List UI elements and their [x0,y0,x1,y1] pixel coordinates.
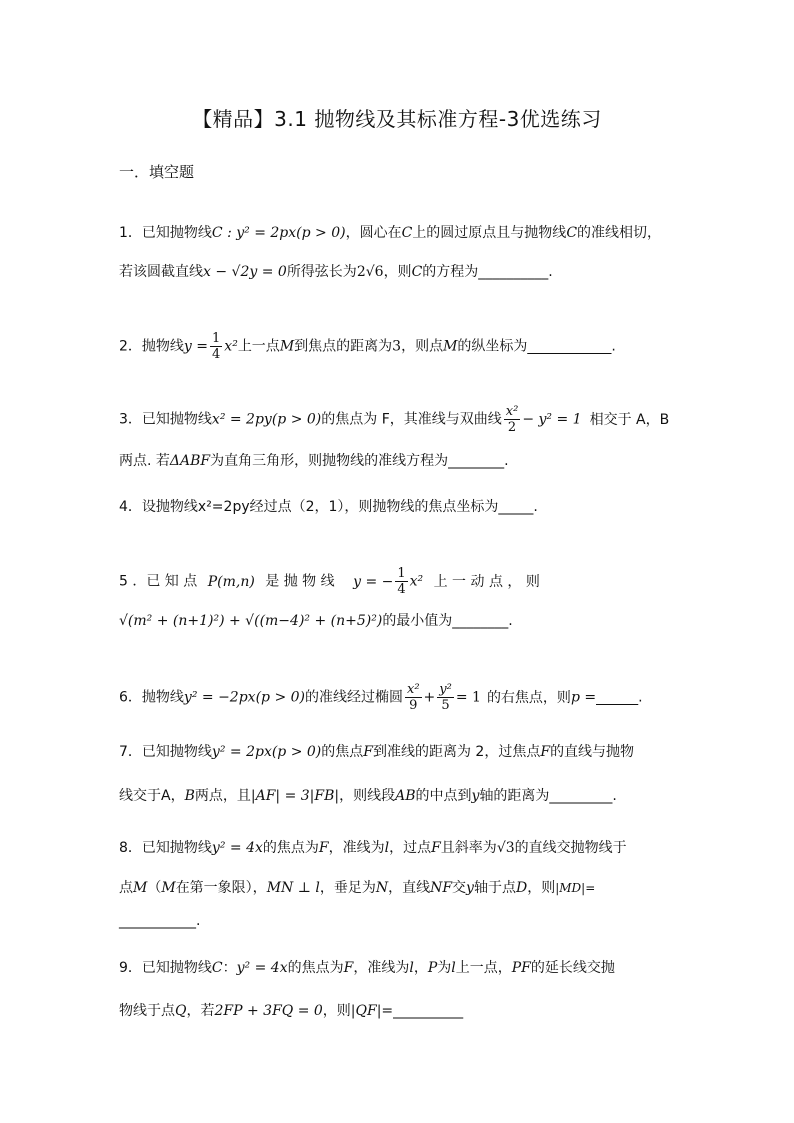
q5-point: P(m,n) [207,573,255,590]
q9-symbol: Q [175,1003,187,1019]
q2-eq-lhs: y = [183,338,209,355]
q6-p: p = [570,689,597,706]
question-1-line-2 [119,262,553,282]
q5-expression: √(m² + (n+1)²) + √((m−4)² + (n+5)²) [119,613,383,629]
q8-symbol: F [318,840,329,856]
q9-text: 上一点， [455,960,512,976]
q7-text: 7．已知抛物线 [119,744,212,760]
q5-eq-rhs: x² [409,573,424,590]
q1-text: 上的圆过原点且与抛物线 [412,225,567,241]
q7-text: 到准线的距离为 2，过焦点 [372,744,541,760]
q3-text: 两点. 若 [119,453,170,469]
q2-text: 2．抛物线 [119,338,184,355]
q8-text: ，垂足为 [319,880,376,896]
q9-text: ： [222,960,237,976]
q7-symbol: F [363,744,373,760]
q2-answer-blank: 的纵坐标为____________. [457,338,616,355]
q7-text: 的直线与抛物 [550,744,635,760]
q3-hyperbola-eq: − y² = 1 [522,411,582,428]
q8-text: 且斜率为 [440,840,497,856]
q6-plus: + [423,689,436,706]
question-8-line-2 [119,878,595,898]
q9-text: 物线于点 [119,1003,175,1019]
q7-text: ，则线段 [339,788,396,804]
question-5-line-1 [119,566,540,597]
q1-text: 若该圆截直线 [119,264,203,280]
q9-text: 为 [437,960,452,976]
q1-answer-blank: 的方程为__________. [422,264,553,280]
q5-text: 5 ．已 知 点 [119,573,198,590]
q7-text: 的中点到 [415,788,472,804]
q6-answer-blank: ______. [596,689,643,706]
q6-fraction-2: $\frac{\text{y²}}{5}$ [439,682,452,713]
q8-md: |MD|= [555,881,596,895]
q9-text: 9．已知抛物线 [119,960,212,976]
q8-text: 交 [452,880,467,896]
q8-perpendicular: MN ⊥ l [266,880,320,896]
q9-qf: |QF|= [350,1003,394,1019]
q8-symbol: l [384,840,390,856]
question-8-line-1 [119,838,627,858]
q3-text: 3．已知抛物线 [119,411,212,428]
q7-symbol: AB [395,788,416,804]
q9-answer-blank: __________ [393,1003,464,1019]
q6-equation: y² = −2px(p > 0) [183,689,305,706]
question-4 [119,497,538,517]
q1-text: 所得弦长为 [286,264,357,280]
q8-text: 点 [119,880,133,896]
q8-text: ，直线 [388,880,431,896]
question-9-line-1 [119,958,615,978]
q8-text: ，准线为 [328,840,385,856]
q2-symbol: M [443,338,458,355]
q9-text: 的焦点为 [287,960,344,976]
q7-ratio-equation: |AF| = 3|FB| [250,788,340,804]
q6-text: 的右焦点，则 [486,689,571,706]
q8-symbol: D [515,880,528,896]
question-8-line-3 [119,911,200,931]
q9-text: ，若 [186,1003,215,1019]
q9-symbol: F [343,960,354,976]
q2-text: 到焦点的距离为 [294,338,393,355]
q9-text: ， [413,960,428,976]
q1-text: 1．已知抛物线 [119,225,212,241]
q6-eq-rhs: = 1 [455,689,481,706]
section-heading: 一．填空题 [119,163,195,181]
q7-symbol: B [184,788,195,804]
q9-text: 的延长线交抛 [530,960,615,976]
q7-symbol: F [540,744,551,760]
q2-symbol: M [279,338,295,355]
q3-text: 的焦点为 F，其准线与双曲线 [321,411,502,428]
q9-text: ，则 [322,1003,351,1019]
q8-text: ，过点 [389,840,432,856]
page-title: 【精品】3.1 抛物线及其标准方程-3优选练习 [192,107,602,131]
q3-equation: x² = 2py(p > 0) [211,411,322,428]
q3-answer-blank: 为直角三角形，则抛物线的准线方程为________. [210,453,509,469]
q3-triangle: ΔABF [169,453,211,469]
question-6 [119,682,643,713]
q9-symbol: l [451,960,456,976]
question-5-line-2 [119,611,513,631]
q2-eq-rhs: x² [224,338,238,355]
q9-symbol: P [427,960,438,976]
question-9-line-2 [119,1001,463,1021]
q2-value: 3 [392,338,402,355]
q1-text: 的准线相切， [577,225,662,241]
q8-text: 的焦点为 [262,840,319,856]
q8-equation: y² = 4x [211,840,263,856]
question-7-line-1 [119,742,634,762]
q7-equation: y² = 2px(p > 0) [211,744,322,760]
q8-slope: √3 [496,840,515,856]
q9-text: ，准线为 [353,960,410,976]
question-3-line-2 [119,451,509,471]
q5-text: 是 抛 物 线 [265,573,335,590]
question-3-line-1 [119,404,669,435]
q6-text: 的准线经过椭圆 [305,689,403,706]
q3-fraction: $\frac{\text{x²}}{2}$ [505,404,519,435]
q6-text: 6．抛物线 [119,689,184,706]
q7-symbol: y [471,788,480,804]
q8-text: 8．已知抛物线 [119,840,212,856]
q8-text: （ [147,880,162,896]
q1-line-equation: x − √2y = 0 [203,264,287,280]
q9-equation: y² = 4x [236,960,288,976]
q9-symbol: PF [511,960,531,976]
q1-text: ，则 [383,264,412,280]
q3-text: 相交于 A，B [589,411,670,428]
q5-eq-lhs: y = − [353,573,394,590]
q1-symbol: C [411,264,423,280]
q8-symbol: F [431,840,441,856]
q8-text: 在第一象限）， [175,880,267,896]
q2-text: ，则点 [401,338,444,355]
question-2 [119,331,616,362]
q9-symbol: l [409,960,414,976]
q7-text: 的焦点 [321,744,364,760]
q7-text: 线交于A， [119,788,185,804]
q5-text: 上 一 动 点 ， 则 [433,573,540,590]
q9-symbol: C [211,960,223,976]
q8-symbol: M [133,880,148,896]
q7-text: 两点，且 [194,788,251,804]
q2-fraction: $\frac{1}{4}$ [212,331,221,362]
q1-symbol: C [566,225,578,241]
q4-text: 4．设抛物线x²=2py经过点（2，1），则抛物线的焦点坐标为_____. [119,499,538,515]
q5-answer-blank: 的最小值为________. [382,613,513,629]
q5-fraction: $\frac{1}{4}$ [397,566,406,597]
q9-vector-equation: 2FP + 3FQ = 0 [214,1003,323,1019]
q2-text: 上一点 [237,338,280,355]
q8-text: 的直线交抛物线于 [514,840,627,856]
q6-fraction-1: $\frac{\text{x²}}{9}$ [407,682,420,713]
q1-text: ，圆心在 [345,225,402,241]
q1-chord-length: 2√6 [356,264,384,280]
q8-text: 轴于点 [473,880,516,896]
q8-symbol: M [161,880,176,896]
q8-answer-blank: ___________. [119,913,201,929]
q1-symbol: C [401,225,413,241]
question-7-line-2 [119,786,617,806]
q8-symbol: NF [430,880,453,896]
q1-equation: C : y² = 2px(p > 0) [211,225,346,241]
q8-symbol: N [375,880,389,896]
q8-symbol: y [466,880,474,896]
q7-answer-blank: 轴的距离为_________. [479,788,617,804]
q8-text: ，则 [527,880,556,896]
question-1-line-1 [119,223,661,243]
